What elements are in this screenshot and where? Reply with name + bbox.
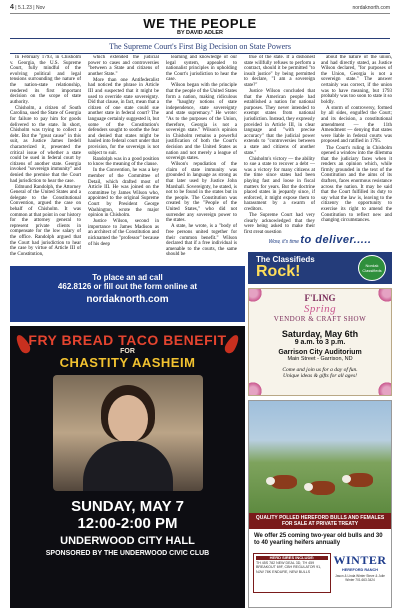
article-paragraph: Justice Wilson, second in importance to James Madison as an architect of the Constitution and nicknamed the "professor" because of his deep — [88, 219, 159, 247]
article-paragraph: Justice Wilson concluded that that the American people had established a nation for national purposes. They never intended to exempt states from national jurisdiction. Instead, they expressly provided in Article III, in clear language and "with precise accuracy" that the judicial power extends to "controversies between a state and citizens of another state." — [244, 89, 315, 156]
article-paragraph: A storm of controversy, formed by all sides, engulfed the Court; and its decision, a constitutional amendment — the 11th Amendment — denying that states were liable in federal courts was proposed and ratified in 1795. — [321, 105, 392, 145]
fling-footer-1: Come and join us for a day of fun. — [282, 367, 358, 373]
place-ad-url[interactable]: nordaknorth.com — [86, 294, 169, 305]
article-subhead: The Supreme Court's First Big Decision on State Powers — [10, 38, 390, 54]
page-header — [10, 4, 390, 14]
taco-title: FRY BREAD TACO BENEFIT — [28, 332, 227, 348]
article-paragraph: In the Convention, he was a key member of the Committee of Detail, which drafted most of Article III. He was joined on the committee by James Wilson who, appointed to the original Supreme Court by President George Washington, wrote the major opinion in Chisholm. — [88, 168, 159, 219]
article-column-3 — [166, 55, 237, 267]
fling-craft-show-ad[interactable] — [248, 288, 392, 396]
herd-sires-title: HERD SIRES INCLUDE: — [256, 556, 328, 560]
taco-time: 12:00-2:00 PM — [77, 515, 178, 532]
article-paragraph: true of the state. If a dishonest state willfully refuses to perform a contract, should it be permitted "to insult justice" by being permitted to declare, "I am a sovereign state?" — [244, 55, 315, 88]
article-paragraph: The Court's ruling in Chisholm opened a window into the dilemma that the judiciary faces when it renders an opinion which, while firmly grounded in the text of the Constitution and the aims of its drafters, faces enormous resistance across the nation. It may be said that the Court fulfilled its duty to say what the law is, leaving to the citizenry the opportunity to exercise its right to amend the Constitution to reflect new and changing circumstances. — [321, 145, 392, 224]
classifieds-line1: The Classifieds — [256, 255, 315, 264]
fling-footer-2: Unique ideas & gifts for all ages! — [283, 373, 357, 379]
tagline-text: Wow, it's time — [268, 239, 299, 245]
place-ad-line1: To place an ad call — [92, 273, 163, 282]
tagline-big: to deliver..... — [300, 234, 372, 246]
hereford-banner: QUALITY POLLED HEREFORD BULLS AND FEMALES FOR SALE AT PRIVATE TREATY — [249, 513, 391, 529]
place-ad-line2: 462.8126 or fill out the form online at — [57, 282, 198, 291]
article-column-1 — [10, 55, 81, 267]
herd-sires-box — [253, 553, 331, 593]
fling-date: Saturday, May 6th — [281, 329, 359, 339]
taco-benefit-ad[interactable] — [10, 326, 245, 608]
fling-time: 9 a.m. to 3 p.m. — [294, 339, 346, 346]
article-paragraph: Wilson's repudiation of the claim of state immunity was grounded in language as strong as that later used by Justice John Marshall. Sovereignty, he stated, is not to be found in the states but in the people. The Constitution was created by the "People of the United States," who did not surrender any sovereign power to the states. — [166, 162, 237, 224]
article-byline: BY DAVID ADLER — [176, 30, 224, 36]
cattle-photo — [249, 401, 391, 513]
fling-venue: Garrison City Auditorium — [278, 349, 362, 356]
fling-title: F'LING — [304, 293, 336, 303]
issue-info: 5.1.23 | Nov — [17, 5, 45, 11]
article-paragraph: Chisholm's victory — the ability to sue a state to recover a debt — was a victory for many citizens at the time since states had been playing fast and loose in fiscal matters for years. But the doctrine placed states in jeopardy since, if enforced, it might expose them to harassment by a swarm of creditors. — [244, 156, 315, 213]
taco-for: FOR — [120, 348, 135, 355]
herd-sires-list: TH 45S 782 NEW DEAL 3D, TH 459 BREAKOUT 69F, CBH REGULATOR 91, NJW 78K ENDURE, NEW BULLS — [256, 561, 322, 574]
taco-sponsor: SPONSORED BY THE UNDERWOOD CIVIC CLUB — [45, 550, 210, 557]
flower-icon — [377, 381, 392, 396]
classifieds-ad[interactable] — [248, 252, 392, 284]
taco-venue: UNDERWOOD CITY HALL — [60, 535, 195, 547]
page-number: 4 — [10, 4, 14, 11]
fling-address: Main Street - Garrison, ND — [287, 356, 353, 362]
ranch-sub: HEREFORD RANCH — [341, 568, 379, 572]
fling-subtitle: VENDOR & CRAFT SHOW — [273, 315, 367, 323]
place-ad-banner[interactable] — [10, 266, 245, 322]
article-paragraph: Chisholm, a citizen of South Carolina, sued the State of Georgia for failure to pay him for goods delivered to the state. In short, Chisholm was trying to collect a debt. But the "great cause" in this suit, as Justice James Iredell characterized it, presented the critical issue of whether a state could be sued in federal court by citizens of another state. Georgia invoked "sovereign immunity" and denied the premise that the Court had jurisdiction to hear the case. — [10, 105, 81, 184]
article-paragraph: More than one Antifederalist had noticed the phrase in Article III and suspected that it might be used to override state sovereignty. Did that clause, in fact, mean that a citizen of one state could sue another state in federal court? The language certainly suggested it, but some of the Constitution's defenders sought to soothe the fear and denied that states might be hauled into federal court under that provision, for the sovereign is not subject to suit. — [88, 77, 159, 156]
classifieds-line2: Rock! — [256, 263, 301, 280]
classifieds-sticker: Nordak Classifieds — [358, 255, 386, 281]
article-paragraph: which extended the judicial power to cases and controversies "between a State and citizens of another State." — [88, 55, 159, 77]
beneficiary-photo — [53, 375, 203, 491]
article-paragraph: The Supreme Court had very clearly acknowledged that they were being asked to make their first great question — [244, 213, 315, 233]
article-paragraph: In February 1793, in Chisholm v. Georgia, the U.S. Supreme Court, fully mindful of the evolving political and legal tensions surrounding the nature of the nation-state relationship, rendered its first important decision on the scope of state authority. — [10, 55, 81, 105]
classifieds-tagline — [248, 234, 392, 250]
article-paragraph: Wilson began with the principle that the people of the United States form a nation, making ridiculous the "haughty notions of state independence, state sovereignty and state supremacy." He wrote: "As to the purposes of the Union, therefore, Georgia is not a sovereign state." Wilson's opinion in Chisholm remains a powerful justification of both the Court's decision and the United States as nation and not merely a league of sovereign states. — [166, 83, 237, 162]
ranch-logo — [333, 553, 387, 582]
hereford-ranch-ad[interactable] — [248, 400, 392, 608]
cow-icon — [347, 473, 373, 487]
article-paragraph: A state, he wrote, is a "body of free persons united together for their common benefit." Wilson declared that if a free individual is amenable to the courts, the same should be — [166, 224, 237, 258]
site-url[interactable]: nordaknorth.com — [352, 4, 390, 11]
ranch-contact: Jason & Linda Winter Steve & Julie Winter 701.663.3424 — [335, 574, 385, 582]
article-column-2 — [88, 55, 159, 267]
taco-beneficiary: CHASTITY AASHEIM — [59, 355, 196, 370]
article-column-5 — [321, 55, 392, 233]
hereford-text: We offer 25 coming two-year old bulls and 30 to 40 yearling heifers annually — [254, 533, 383, 546]
article-paragraph: learning and knowledge of our legal system, appealed to nationalist principles in upholding the Court's jurisdiction to hear the case. — [166, 55, 237, 83]
photo-body — [83, 441, 173, 491]
taco-date: SUNDAY, MAY 7 — [71, 498, 184, 515]
cow-icon — [309, 481, 335, 495]
cow-icon — [271, 475, 297, 489]
photo-face — [108, 395, 148, 443]
flower-icon — [248, 381, 263, 396]
page-info: 4 | 5.1.23 | Nov — [10, 4, 45, 11]
fling-spring: Spring — [303, 303, 337, 315]
ranch-name: WINTER — [333, 553, 387, 567]
article-paragraph: Randolph was in a good position to know the meaning of the clause. — [88, 156, 159, 168]
article-column-4 — [244, 55, 315, 233]
article-paragraph: Edmund Randolph, the Attorney General of the United States and a delegate to the Constitutional Convention, argued the case on behalf of Chisholm. It was common at that point in our history for the attorney general to represent private clients in compensate for the low salary of the office. Randolph argued that the Court had jurisdiction to hear the case by virtue of Article III of the Constitution, — [10, 184, 81, 257]
article-headline: WE THE PEOPLE — [143, 16, 257, 31]
article-paragraph: about the nature of the union, and had directly stated, as Justice Wilson declared, "for purposes of the Union, Georgia is not a sovereign state." The answer certainly was correct, if the union was to have meaning, but 1793 probably was too soon to state it so boldly. — [321, 55, 392, 105]
